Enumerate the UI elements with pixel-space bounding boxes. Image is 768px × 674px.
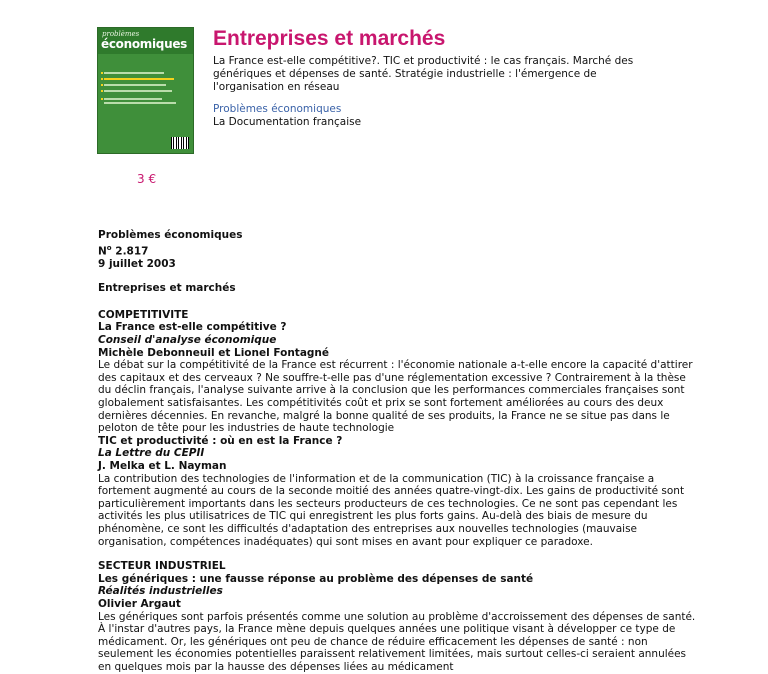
cover-image[interactable]: [97, 27, 194, 154]
article-text: La contribution des technologies de l'information et de la communication (TIC) à la croissance française a fortement augmenté au cours de la seconde moitié des années quatre-vingt-dix. Les gains de productivité sont particulièrement importants dans les secteurs producteurs de ces technologies. Ce ne sont pas cependant les activités les plus utilisatrices de TIC qui enregistrent les plus forts gains. Au-delà des biais de mesure du phénomène, ce sont les difficultés d'adaptation des entreprises aux nouvelles technologies (mauvaise organisation, compétences inadéquates) qui sont mises en avant pour expliquer ce paradoxe.: [98, 472, 685, 548]
article-title: La France est-elle compétitive ?: [98, 321, 287, 334]
cover-line: [104, 78, 174, 80]
cover-line: [104, 102, 176, 104]
issue-number: $N^o$ 2.817: [98, 243, 149, 258]
article-title: TIC et productivité : où en est la France ?: [98, 434, 343, 447]
publisher: La Documentation française: [213, 116, 362, 128]
cover-bullet: [101, 84, 103, 86]
series-link[interactable]: Problèmes économiques: [213, 103, 342, 115]
cover-line: [104, 72, 164, 74]
article-authors: Olivier Argaut: [98, 597, 181, 610]
article-authors: J. Melka et L. Nayman: [98, 460, 227, 472]
cover-bullet: [101, 78, 103, 80]
page-title: Entreprises et marchés: [213, 27, 446, 50]
cover-line: [104, 84, 166, 86]
section-heading: SECTEUR INDUSTRIEL: [98, 560, 226, 573]
article-text: Le débat sur la compétitivité de la France est récurrent : l'économie nationale a-t-elle encore la capacité d'attirer des capitaux et des cerveaux ? Ne souffre-t-elle pas d'une réglementation excessive ? Contrairement à la thèse du déclin français, l'analyse suivante arrive à la conclusion que les performances commerciales françaises sont globalement satisfaisantes. Les compétitivités coût et prix se sont fortement améliorées au cours des deux dernières décennies. En revanche, malgré la bonne qualité de ses produits, la France ne se situe pas dans le peloton de tête pour les industries de haute technologie: [98, 359, 693, 435]
cover-bullet: [101, 72, 103, 74]
cover-line: [104, 98, 162, 100]
article-authors: Michèle Debonneuil et Lionel Fontagné: [98, 346, 330, 359]
article-title: Les génériques : une fausse réponse au problème des dépenses de santé: [98, 572, 534, 585]
cover-line: [104, 90, 172, 92]
cover-brand-small: problèmes: [102, 30, 140, 38]
issue-theme: Entreprises et marchés: [98, 282, 236, 295]
issue-date: 9 juillet 2003: [98, 257, 176, 270]
section-heading: COMPETITIVITE: [98, 308, 189, 321]
article-source: Réalités industrielles: [98, 585, 223, 598]
issue-contents: [98, 229, 698, 674]
summary: La France est-elle compétitive?. TIC et productivité : le cas français. Marché des génériques et dépenses de santé. Stratégie industrielle : l'émergence de l'organisation en réseau: [213, 55, 634, 93]
article-text: Les génériques sont parfois présentés comme une solution au problème d'accroissement des dépenses de santé. À l'instar d'autres pays, la France mène depuis quelques années une politique visant à développer ce type de médicament. Or, les génériques ont peu de chance de réduire efficacement les dépenses de santé : non seulement les économies potentielles paraissent relativement limitées, mais surtout celles-ci seraient annulées en quelques mois par la hausse des dépenses liées au médicament: [98, 610, 696, 673]
article-source: La Lettre du CEPII: [98, 447, 205, 460]
cover-brand-big: économiques: [101, 37, 188, 51]
barcode-icon: [171, 137, 189, 149]
cover-bullet: [101, 90, 103, 92]
issue-series: Problèmes économiques: [98, 229, 243, 241]
price: 3 €: [137, 172, 157, 186]
article-source: Conseil d'analyse économique: [98, 334, 277, 347]
cover-bullet: [101, 98, 103, 100]
